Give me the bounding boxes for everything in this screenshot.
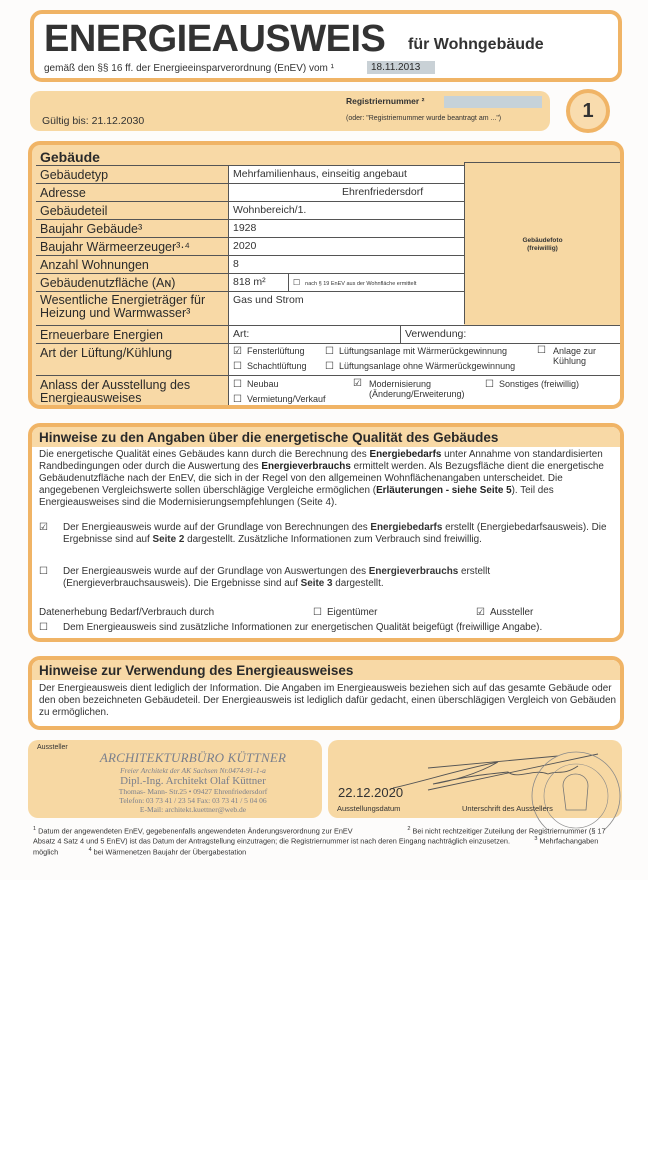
row-label: Wesentliche Energieträger für Heizung und Warmwasser³ bbox=[40, 293, 206, 320]
option-label: Modernisierung (Änderung/Erweiterung) bbox=[369, 379, 465, 399]
building-part-value: Wohnbereich/1. bbox=[228, 202, 464, 220]
regulation-date: 18.11.2013 bbox=[367, 61, 435, 74]
notes-section-title: Hinweise zu den Angaben über die energetische Qualität des Gebäudes bbox=[39, 430, 499, 445]
footnotes bbox=[33, 825, 618, 856]
row-address bbox=[36, 183, 464, 201]
building-section-title: Gebäude bbox=[40, 149, 100, 165]
option-label: Eigentümer bbox=[326, 607, 378, 618]
row-label: Adresse bbox=[40, 186, 86, 200]
option-other[interactable] bbox=[485, 379, 579, 390]
option-new-building[interactable] bbox=[233, 379, 279, 390]
row-energy-carriers bbox=[36, 291, 464, 325]
row-label: Baujahr Wärmeerzeuger³·⁴ bbox=[40, 240, 190, 254]
text-bold: Energieverbrauchs bbox=[261, 461, 351, 472]
building-photo-label: Gebäudefoto (freiwillig) bbox=[522, 237, 563, 252]
checkbox-unchecked-icon[interactable]: ☐ bbox=[325, 361, 334, 372]
checkbox-unchecked-icon[interactable]: ☐ bbox=[233, 379, 242, 390]
row-usable-area bbox=[36, 273, 464, 291]
row-building-part bbox=[36, 201, 464, 219]
certificate-subtitle: für Wohngebäude bbox=[408, 36, 544, 53]
checkbox-checked-icon[interactable]: ☑ bbox=[233, 346, 242, 357]
text-part: Die energetische Qualität eines Gebäudes kann durch die Berechnung des bbox=[39, 449, 370, 460]
address-value: Ehrenfriedersdorf bbox=[228, 184, 464, 202]
text-part: ). Teil des Energieausweises sind die Modernisierungsempfehlungen (Seite 4). bbox=[39, 485, 554, 508]
checkbox-unchecked-icon[interactable]: ☐ bbox=[39, 566, 48, 577]
additional-info-text: Dem Energieausweis sind zusätzliche Informationen zur energetischen Qualität beigefügt (freiwillige Angabe). bbox=[63, 622, 543, 633]
notes-section-header bbox=[32, 427, 620, 447]
usage-section bbox=[28, 656, 624, 730]
option-label: Fensterlüftung bbox=[246, 346, 305, 356]
option-shaft-ventilation[interactable] bbox=[233, 361, 307, 372]
row-label: Baujahr Gebäude³ bbox=[40, 222, 143, 236]
checkbox-checked-icon[interactable]: ☑ bbox=[353, 378, 362, 389]
signature-and-seal bbox=[388, 740, 628, 830]
issue-date: 22.12.2020 bbox=[338, 785, 404, 800]
renewables-type: Art: bbox=[228, 326, 400, 344]
certificate-title: ENERGIEAUSWEIS bbox=[44, 18, 386, 60]
checkbox-checked-icon[interactable]: ☑ bbox=[39, 522, 48, 533]
option-demand-text bbox=[63, 522, 608, 546]
usable-area-value: 818 m² bbox=[228, 274, 288, 292]
text-part: ermittelt werden. Als Bezugsfläche dient die energetische Gebäudenutzfläche nach der EnEV, die sich in der Regel von den allgemeinen Wohnflächenangaben unterscheidet. Die angegebenen Vergleichswerte sollen überschlägige Vergleiche ermöglichen ( bbox=[39, 461, 604, 496]
usable-area-option-label: nach § 19 EnEV aus der Wohnfläche ermittelt bbox=[305, 281, 417, 287]
checkbox-unchecked-icon[interactable]: ☐ bbox=[233, 361, 242, 372]
text-part: dargestellt. Zusätzliche Informationen zum Verbrauch sind freiwillig. bbox=[184, 534, 482, 545]
stamp-line: Telefon: 03 73 41 / 23 54 Fax: 03 73 41 / 5 04 06 bbox=[119, 796, 267, 805]
option-consumption-certificate[interactable] bbox=[39, 566, 611, 594]
row-building-type bbox=[36, 165, 464, 183]
usage-section-title: Hinweise zur Verwendung des Energieausweises bbox=[39, 663, 354, 678]
construction-year-value: 1928 bbox=[228, 220, 464, 238]
building-type-value: Mehrfamilienhaus, einseitig angebaut bbox=[228, 166, 464, 184]
stamp-line: ARCHITEKTURBÜRO KÜTTNER bbox=[99, 750, 287, 765]
usage-section-header bbox=[32, 660, 620, 680]
heater-year-value: 2020 bbox=[228, 238, 464, 256]
row-label: Anzahl Wohnungen bbox=[40, 258, 149, 272]
issuer-box bbox=[28, 740, 322, 818]
row-label: Gebäudenutzfläche (Aɴ) bbox=[40, 276, 176, 290]
text-bold: Erläuterungen - siehe Seite 5 bbox=[376, 485, 512, 496]
text-bold: Energieverbrauchs bbox=[368, 566, 459, 577]
option-label: Vermietung/Verkauf bbox=[246, 394, 326, 404]
validity-bar bbox=[30, 91, 550, 131]
issuer-label: Aussteller bbox=[37, 744, 68, 751]
renewables-usage: Verwendung: bbox=[400, 326, 620, 344]
footnote-line-1: $^1$ Datum der angewendeten EnEV, gegebenenfalls angewendeten Änderungsverordnung zur EnEV $^2$ Bei nicht rechtzeitiger Zuteilung der Registriernummer (§ 17 Absatz 4 Satz 4 und 5 EnEV) ist das Datum der Antragstellung einzutragen; die Registriernummer ist nach deren Eingang nachträglich einzusetzen. $^3$ Mehrfachangaben möglich $^4$ bei Wärmenetzen Baujahr der Übergabestation bbox=[33, 826, 606, 857]
option-label: Anlage zur Kühlung bbox=[553, 346, 597, 366]
checkbox-unchecked-icon[interactable]: ☐ bbox=[537, 345, 546, 356]
option-label: Neubau bbox=[246, 379, 279, 389]
option-rent-sale[interactable] bbox=[233, 394, 326, 405]
option-label: Lüftungsanlage ohne Wärmerückgewinnung bbox=[338, 361, 516, 371]
checkbox-unchecked-icon[interactable]: ☐ bbox=[233, 394, 242, 405]
row-label: Gebäudeteil bbox=[40, 204, 108, 218]
footnote-3: Mehrfachangaben möglich bbox=[33, 836, 599, 857]
stamp-line: Thomas- Mann- Str.25 • 09427 Ehrenfriedersdorf bbox=[118, 787, 268, 796]
checkbox-checked-icon[interactable]: ☑ bbox=[476, 607, 485, 618]
apartments-value: 8 bbox=[228, 256, 464, 274]
row-label: Erneuerbare Energien bbox=[40, 328, 163, 342]
row-occasion bbox=[36, 375, 620, 409]
text-bold: Energiebedarfs bbox=[369, 449, 442, 460]
regulation-line: gemäß den §§ 16 ff. der Energieeinsparverordnung (EnEV) vom ¹ bbox=[44, 63, 334, 74]
checkbox-unchecked-icon[interactable]: ☐ bbox=[39, 622, 48, 633]
issuer-stamp bbox=[88, 750, 298, 814]
notes-section bbox=[28, 423, 624, 642]
text-part: Der Energieausweis wurde auf der Grundlage von Berechnungen des bbox=[63, 522, 371, 533]
certificate-header bbox=[30, 10, 622, 82]
data-collection-label: Datenerhebung Bedarf/Verbrauch durch bbox=[39, 607, 215, 618]
usable-area-option[interactable] bbox=[288, 274, 464, 292]
option-label: Lüftungsanlage mit Wärmerückgewinnung bbox=[338, 346, 508, 356]
option-window-ventilation[interactable] bbox=[233, 346, 305, 357]
option-consumption-text bbox=[63, 566, 608, 590]
footnote-2: Bei nicht rechtzeitiger Zuteilung der Registriernummer (§ 17 Absatz 4 Satz 4 und 5 EnEV) ist das Datum der Antragstellung einzutragen; die Registriernummer ist nach deren Eingang nachträglich einzusetzen. bbox=[33, 826, 606, 846]
signature-box bbox=[328, 740, 622, 818]
option-modernisation[interactable] bbox=[353, 379, 483, 399]
ventilation-options bbox=[228, 344, 620, 376]
stamp-line: Freier Architekt der AK Sachsen Nr.0474-91-1-a bbox=[120, 766, 266, 775]
notes-intro bbox=[39, 449, 617, 509]
occasion-options bbox=[228, 376, 620, 409]
text-part: Der Energieausweis wurde auf der Grundlage von Auswertungen des bbox=[63, 566, 369, 577]
option-label: Aussteller bbox=[489, 607, 534, 618]
energy-carriers-value: Gas und Strom bbox=[228, 292, 464, 326]
option-ventilation-without-recovery[interactable] bbox=[325, 361, 515, 372]
text-bold: Energiebedarfs bbox=[370, 522, 443, 533]
option-label: Schachtlüftung bbox=[246, 361, 307, 371]
registration-label: Registriernummer ² bbox=[346, 96, 425, 106]
option-cooling[interactable] bbox=[537, 346, 617, 366]
registration-note: (oder: "Registriernummer wurde beantragt am ...") bbox=[346, 115, 502, 122]
option-demand-certificate[interactable] bbox=[39, 522, 611, 562]
checkbox-unchecked-icon[interactable]: ☐ bbox=[325, 346, 334, 357]
valid-until: Gültig bis: 21.12.2030 bbox=[42, 115, 145, 127]
row-label: Anlass der Ausstellung des Energieausweises bbox=[40, 378, 191, 405]
row-heater-year bbox=[36, 237, 464, 255]
usage-text: Der Energieausweis dient lediglich der Information. Die Angaben im Energieausweis beziehen sich auf das gesamte Gebäude oder den oben bezeichneten Gebäudeteil. Der Energieausweis ist lediglich dafür gedacht, einen überschlägigen Vergleich von Gebäuden zu ermöglichen. bbox=[39, 683, 616, 718]
text-part: dargestellt. bbox=[332, 578, 384, 589]
building-photo-placeholder bbox=[464, 162, 620, 324]
text-part: unter Annahme von standardisierten Randbedingungen oder durch die Auswertung des bbox=[39, 449, 603, 472]
row-ventilation bbox=[36, 343, 620, 375]
option-additional-info[interactable] bbox=[39, 622, 611, 636]
row-renewables bbox=[36, 325, 620, 343]
signature-label: Unterschrift des Ausstellers bbox=[462, 804, 553, 813]
option-label: Sonstiges (freiwillig) bbox=[498, 379, 579, 389]
data-collection-owner[interactable] bbox=[313, 607, 377, 619]
text-part: erstellt (Energieverbrauchsausweis). Die Ergebnisse sind auf bbox=[63, 566, 491, 589]
building-section bbox=[28, 141, 624, 409]
row-construction-year bbox=[36, 219, 464, 237]
data-collection-issuer[interactable] bbox=[476, 607, 533, 619]
stamp-line: Dipl.-Ing. Architekt Olaf Küttner bbox=[120, 775, 266, 787]
checkbox-unchecked-icon[interactable]: ☐ bbox=[313, 607, 322, 618]
text-part: erstellt (Energiebedarfsausweis). Die Ergebnisse sind auf bbox=[63, 522, 607, 545]
option-ventilation-with-recovery[interactable] bbox=[325, 346, 507, 357]
text-bold: Seite 2 bbox=[152, 534, 185, 545]
row-label: Art der Lüftung/Kühlung bbox=[40, 346, 173, 360]
page-number-badge: 1 bbox=[566, 89, 610, 133]
issue-date-label: Ausstellungsdatum bbox=[337, 804, 401, 813]
checkbox-unchecked-icon[interactable]: ☐ bbox=[293, 278, 301, 287]
row-label: Gebäudetyp bbox=[40, 168, 109, 182]
stamp-line: E-Mail: architekt.kuettner@web.de bbox=[139, 805, 247, 814]
row-apartments bbox=[36, 255, 464, 273]
footnote-1: Datum der angewendeten EnEV, gegebenenfalls angewendeten Änderungsverordnung zur EnEV bbox=[38, 826, 353, 836]
checkbox-unchecked-icon[interactable]: ☐ bbox=[485, 379, 494, 390]
footnote-4: bei Wärmenetzen Baujahr der Übergabestation bbox=[93, 847, 247, 857]
registration-value bbox=[444, 96, 542, 108]
text-bold: Seite 3 bbox=[300, 578, 333, 589]
